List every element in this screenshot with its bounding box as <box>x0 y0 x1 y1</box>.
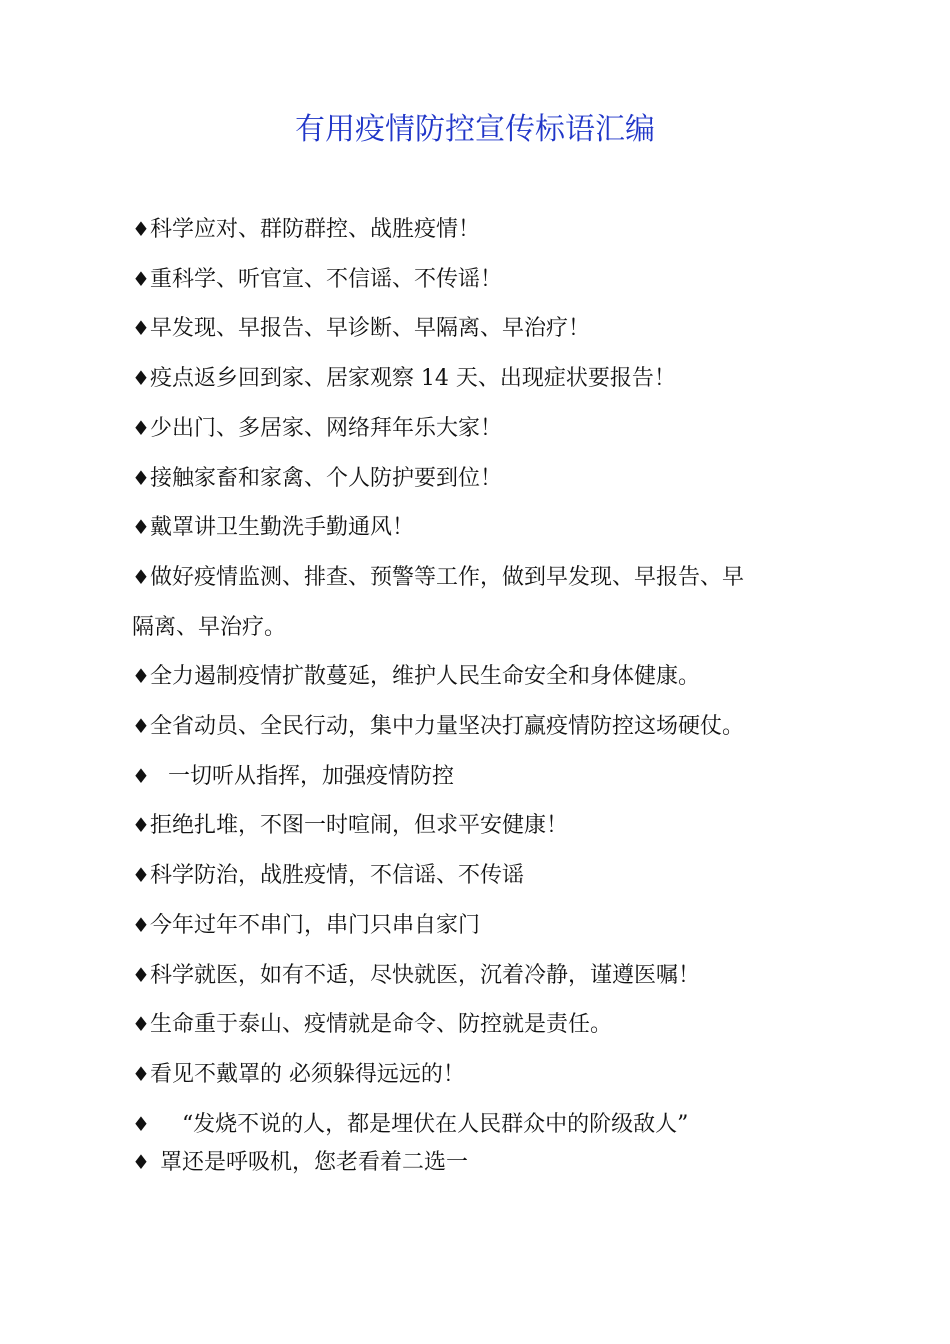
diamond-bullet-icon: ♦ <box>132 1012 150 1037</box>
diamond-bullet-icon: ♦ <box>132 366 150 391</box>
slogan-item: ♦重科学、听官宣、不信谣、不传谣！ <box>132 255 822 305</box>
slogan-item: ♦科学就医，如有不适，尽快就医，沉着冷静，谨遵医嘱！ <box>132 951 822 1001</box>
slogan-item: ♦少出门、多居家、网络拜年乐大家！ <box>132 404 822 454</box>
slogan-item: ♦ 一切听从指挥，加强疫情防控 <box>132 752 822 802</box>
slogan-item: ♦早发现、早报告、早诊断、早隔离、早治疗！ <box>132 304 822 354</box>
diamond-bullet-icon: ♦ <box>132 415 150 440</box>
diamond-bullet-icon: ♦ <box>132 266 150 291</box>
diamond-bullet-icon: ♦ <box>132 1061 150 1086</box>
slogan-list <box>132 205 822 1182</box>
diamond-bullet-icon: ♦ <box>132 763 150 788</box>
slogan-item: ♦科学防治，战胜疫情，不信谣、不传谣 <box>132 851 822 901</box>
slogan-item: ♦疫点返乡回到家、居家观察 14 天、出现症状要报告！ <box>132 354 822 404</box>
diamond-bullet-icon: ♦ <box>132 217 150 241</box>
document-title: 有用疫情防控宣传标语汇编 <box>295 112 655 147</box>
slogan-item: ♦生命重于泰山、疫情就是命令、防控就是责任。 <box>132 1000 822 1050</box>
diamond-bullet-icon: ♦ <box>132 962 150 987</box>
slogan-item: ♦看见不戴罩的 必须躲得远远的！ <box>132 1050 822 1100</box>
slogan-item: ♦ “发烧不说的人，都是埋伏在人民群众中的阶级敌人” <box>132 1100 822 1150</box>
diamond-bullet-icon: ♦ <box>132 912 150 937</box>
diamond-bullet-icon: ♦ <box>132 1150 150 1175</box>
slogan-item: ♦戴罩讲卫生勤洗手勤通风！ <box>132 503 822 553</box>
slogan-item: ♦做好疫情监测、排查、预警等工作，做到早发现、早报告、早 <box>132 553 822 603</box>
slogan-item: ♦全力遏制疫情扩散蔓延，维护人民生命安全和身体健康。 <box>132 652 822 702</box>
slogan-item: ♦接触家畜和家禽、个人防护要到位！ <box>132 454 822 504</box>
diamond-bullet-icon: ♦ <box>132 1111 150 1136</box>
slogan-item: ♦ 罩还是呼吸机，您老看着二选一 <box>132 1143 822 1182</box>
slogan-item: ♦今年过年不串门，串门只串自家门 <box>132 901 822 951</box>
diamond-bullet-icon: ♦ <box>132 813 150 838</box>
diamond-bullet-icon: ♦ <box>132 863 150 888</box>
slogan-item: ♦拒绝扎堆，不图一时喧闹，但求平安健康！ <box>132 801 822 851</box>
diamond-bullet-icon: ♦ <box>132 714 150 739</box>
diamond-bullet-icon: ♦ <box>132 664 150 689</box>
slogan-item: ♦科学应对、群防群控、战胜疫情！ <box>132 205 822 255</box>
slogan-item: ♦全省动员、全民行动，集中力量坚决打赢疫情防控这场硬仗。 <box>132 702 822 752</box>
diamond-bullet-icon: ♦ <box>132 465 150 490</box>
diamond-bullet-icon: ♦ <box>132 515 150 540</box>
slogan-item-continuation: 隔离、早治疗。 <box>132 614 287 640</box>
diamond-bullet-icon: ♦ <box>132 316 150 341</box>
diamond-bullet-icon: ♦ <box>132 564 150 589</box>
